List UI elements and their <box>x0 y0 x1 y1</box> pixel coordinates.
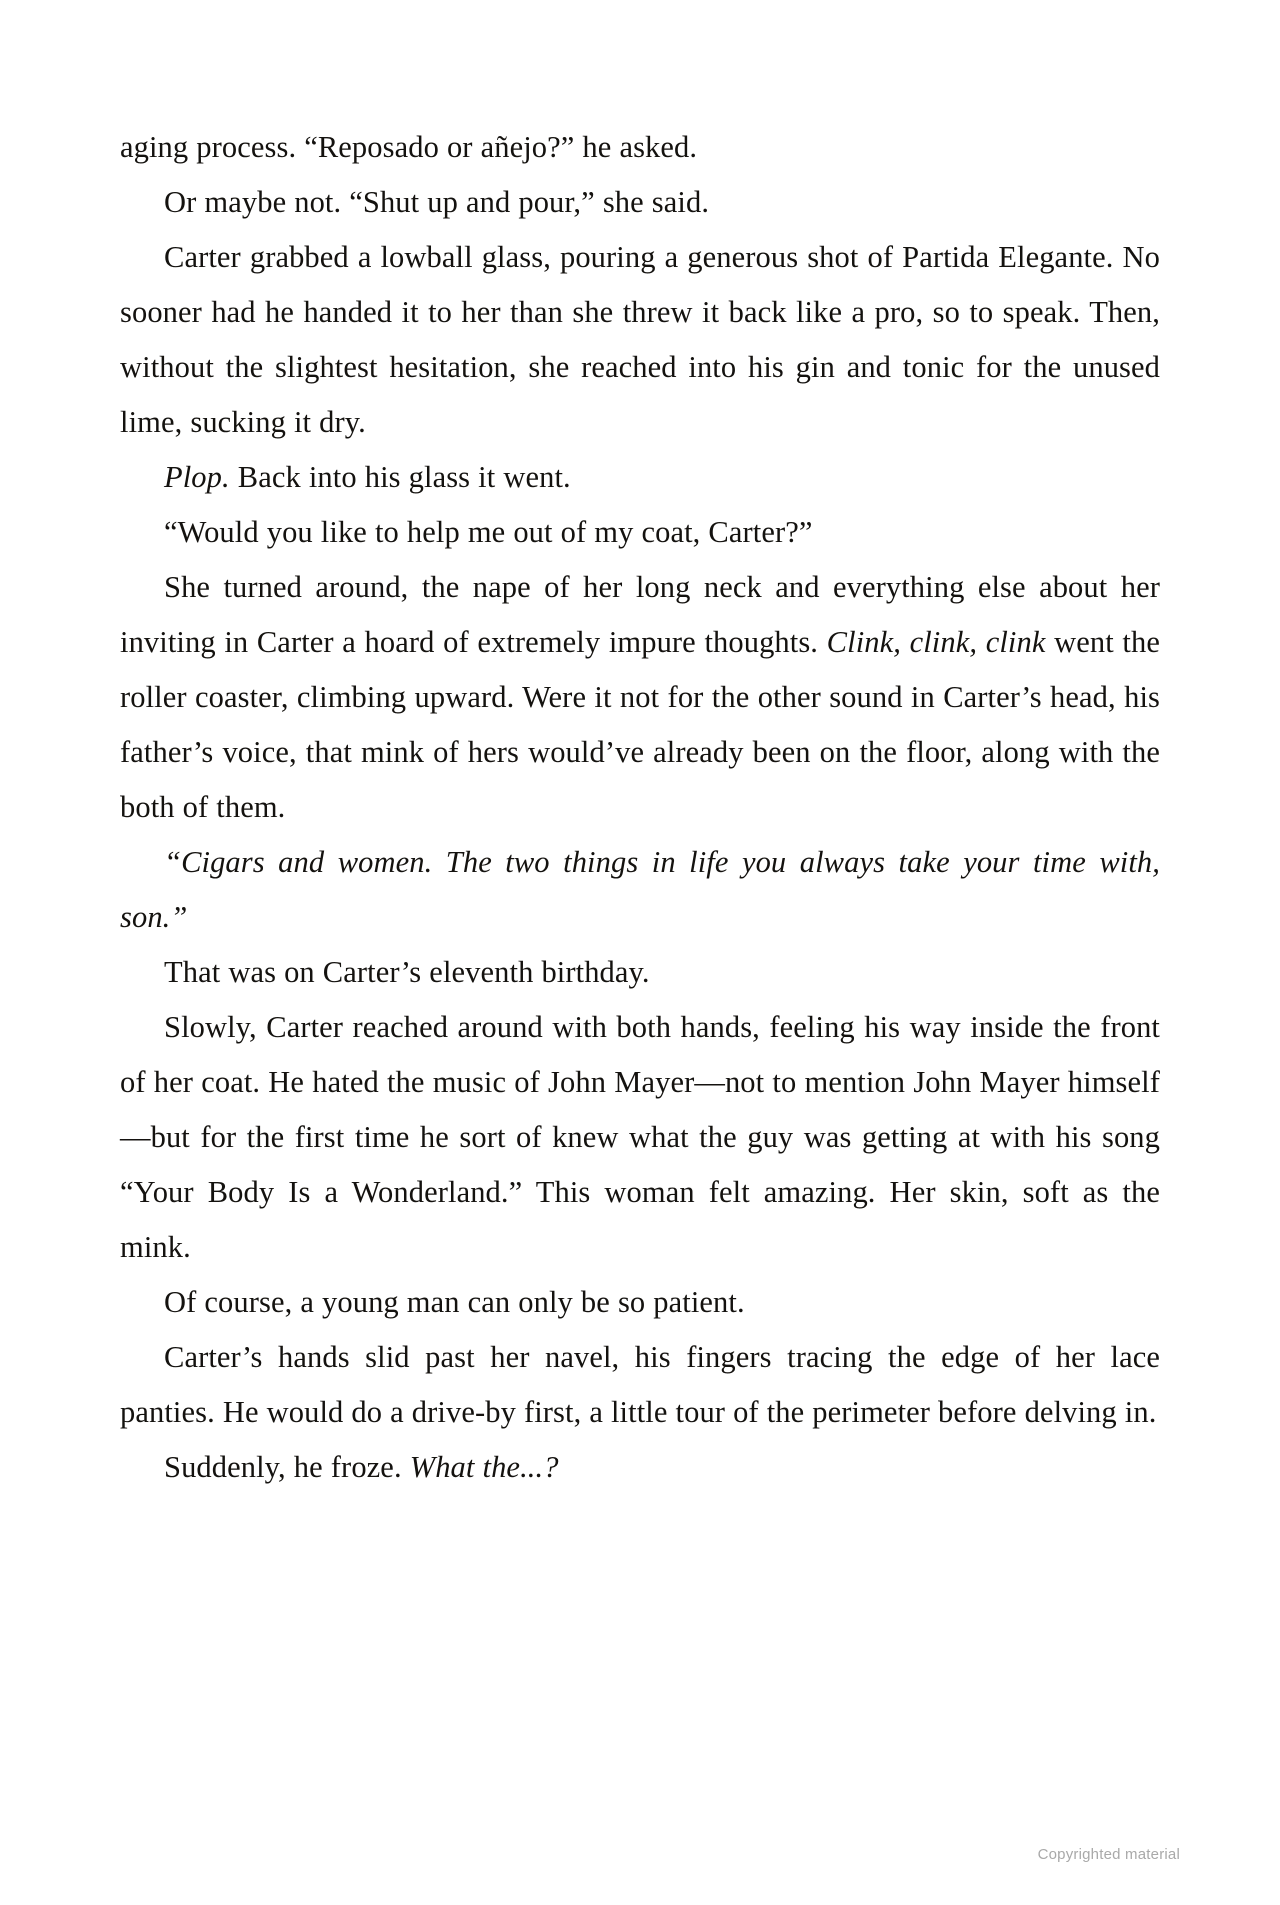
paragraph: Suddenly, he froze. What the...? <box>164 1450 559 1484</box>
emphasis-text: What the...? <box>409 1450 559 1484</box>
paragraph: Slowly, Carter reached around with both hands, feeling his way inside the front of her coat. He hated the music of John Mayer—not to mention John Mayer himself—but for the first time he sort of knew what the guy was getting at with his song “Your Body Is a Wonderland.” This woman felt amazing. Her skin, soft as the mink. <box>120 1010 1160 1264</box>
emphasis-text: “Cigars and women. The two things in life you always take your time with, son.” <box>120 845 1160 934</box>
paragraph: Carter grabbed a lowball glass, pouring a generous shot of Partida Elegante. No sooner had he handed it to her than she threw it back like a pro, so to speak. Then, without the slightest hesitation, she reached into his gin and tonic for the unused lime, sucking it dry. <box>120 240 1160 439</box>
paragraph: Or maybe not. “Shut up and pour,” she said. <box>164 185 710 219</box>
paragraph: aging process. “Reposado or añejo?” he asked. <box>120 130 698 164</box>
copyright-notice: Copyrighted material <box>1037 1846 1180 1863</box>
emphasis-text: Plop. <box>164 460 230 494</box>
paragraph: That was on Carter’s eleventh birthday. <box>164 955 650 989</box>
paragraph: She turned around, the nape of her long neck and everything else about her inviting in Carter a hoard of extremely impure thoughts. Clink, clink, clink went the roller coaster, climbing upward. Were it not for the other sound in Carter’s head, his father’s voice, that mink of hers would’ve already been on the floor, along with the both of them. <box>120 570 1160 824</box>
paragraph: “Would you like to help me out of my coat, Carter?” <box>164 515 813 549</box>
paragraph: Of course, a young man can only be so patient. <box>164 1285 745 1319</box>
body-text-column <box>120 120 1160 1495</box>
emphasis-text: Clink, clink, clink <box>826 625 1046 659</box>
paragraph: Plop. Back into his glass it went. <box>164 460 571 494</box>
paragraph <box>120 835 1160 945</box>
paragraph: Carter’s hands slid past her navel, his fingers tracing the edge of her lace panties. He would do a drive-by first, a little tour of the perimeter before delving in. <box>120 1340 1160 1429</box>
